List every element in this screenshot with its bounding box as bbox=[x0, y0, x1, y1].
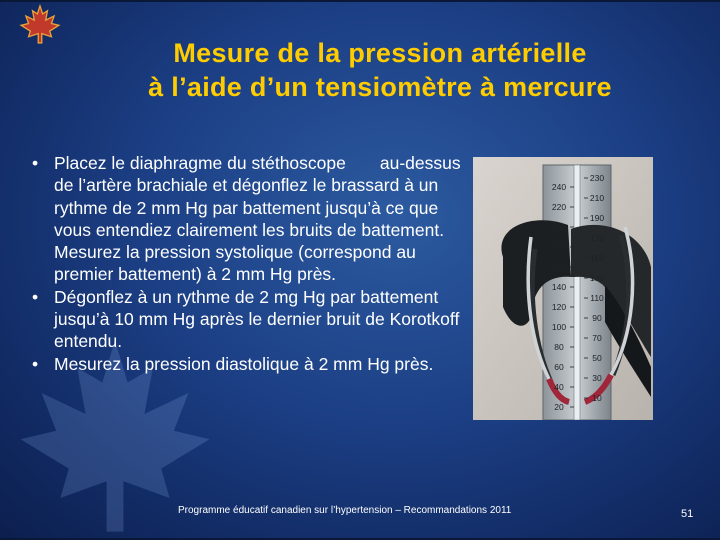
bullet-list bbox=[32, 152, 466, 375]
gauge-tick-label: 100 bbox=[551, 322, 567, 332]
gauge-tick-label: 130 bbox=[589, 273, 605, 283]
bullet-text: Dégonflez à un rythme de 2 mg Hg par battement jusqu’à 10 mm Hg après le dernier bruit de Korotkoff entendu. bbox=[54, 286, 460, 352]
gauge-tick-label: 110 bbox=[590, 293, 604, 303]
gauge-tick-label: 180 bbox=[551, 242, 567, 252]
title-line-2: à l’aide d’un tensiomètre à mercure bbox=[148, 72, 612, 102]
gauge-tick-label: 120 bbox=[551, 302, 567, 312]
gauge-tick-label: 230 bbox=[589, 173, 605, 183]
bullet-marker: • bbox=[32, 153, 39, 173]
gauge-tick-label: 210 bbox=[589, 193, 605, 203]
gauge-tick-label: 90 bbox=[592, 313, 602, 323]
gauge-tick-label: 190 bbox=[589, 213, 605, 223]
gauge-tick-label: 220 bbox=[551, 202, 567, 212]
bullet-marker: • bbox=[32, 286, 39, 307]
gauge-tick-label: 170 bbox=[589, 233, 605, 243]
gauge-tick-label: 10 bbox=[592, 393, 602, 403]
gauge-tick-label: 60 bbox=[554, 362, 564, 372]
bullet-text: Placez le diaphragme du stéthoscope au-dessus de l’artère brachiale et dégonflez le brassard à un rythme de 2 mm Hg par battement jusqu’à ce que vous entendiez clairement les bruits de battement. Mesurez la pression systolique (correspond au premier battement) à 2 mm Hg près. bbox=[54, 153, 466, 285]
gauge-tick-label: 50 bbox=[592, 353, 602, 363]
sphygmomanometer-photo bbox=[473, 157, 653, 420]
bullet-item bbox=[32, 286, 462, 353]
footer-text: Programme éducatif canadien sur l’hypertension – Recommandations 2011 bbox=[178, 505, 512, 516]
title-line-1: Mesure de la pression artérielle bbox=[173, 38, 587, 68]
gauge-tick-label: 140 bbox=[551, 282, 567, 292]
bullet-text: Mesurez la pression diastolique à 2 mm Hg près. bbox=[54, 353, 434, 374]
gauge-tick-label: 160 bbox=[551, 262, 567, 272]
bullet-item bbox=[32, 152, 466, 286]
gauge-tick-label: 80 bbox=[554, 342, 564, 352]
gauge-tick-label: 240 bbox=[551, 182, 567, 192]
gauge-tick-label: 40 bbox=[554, 382, 564, 392]
top-border bbox=[0, 0, 720, 2]
gauge-tick-label: 70 bbox=[592, 333, 602, 343]
gauge-tick-label: 150 bbox=[589, 253, 605, 263]
gauge-tick-label: 200 bbox=[551, 222, 567, 232]
gauge-tick-label: 20 bbox=[554, 402, 564, 412]
bullet-marker: • bbox=[32, 353, 39, 374]
gauge-tick-label: 30 bbox=[592, 373, 602, 383]
bullet-item bbox=[32, 353, 462, 375]
page-number: 51 bbox=[681, 508, 694, 520]
